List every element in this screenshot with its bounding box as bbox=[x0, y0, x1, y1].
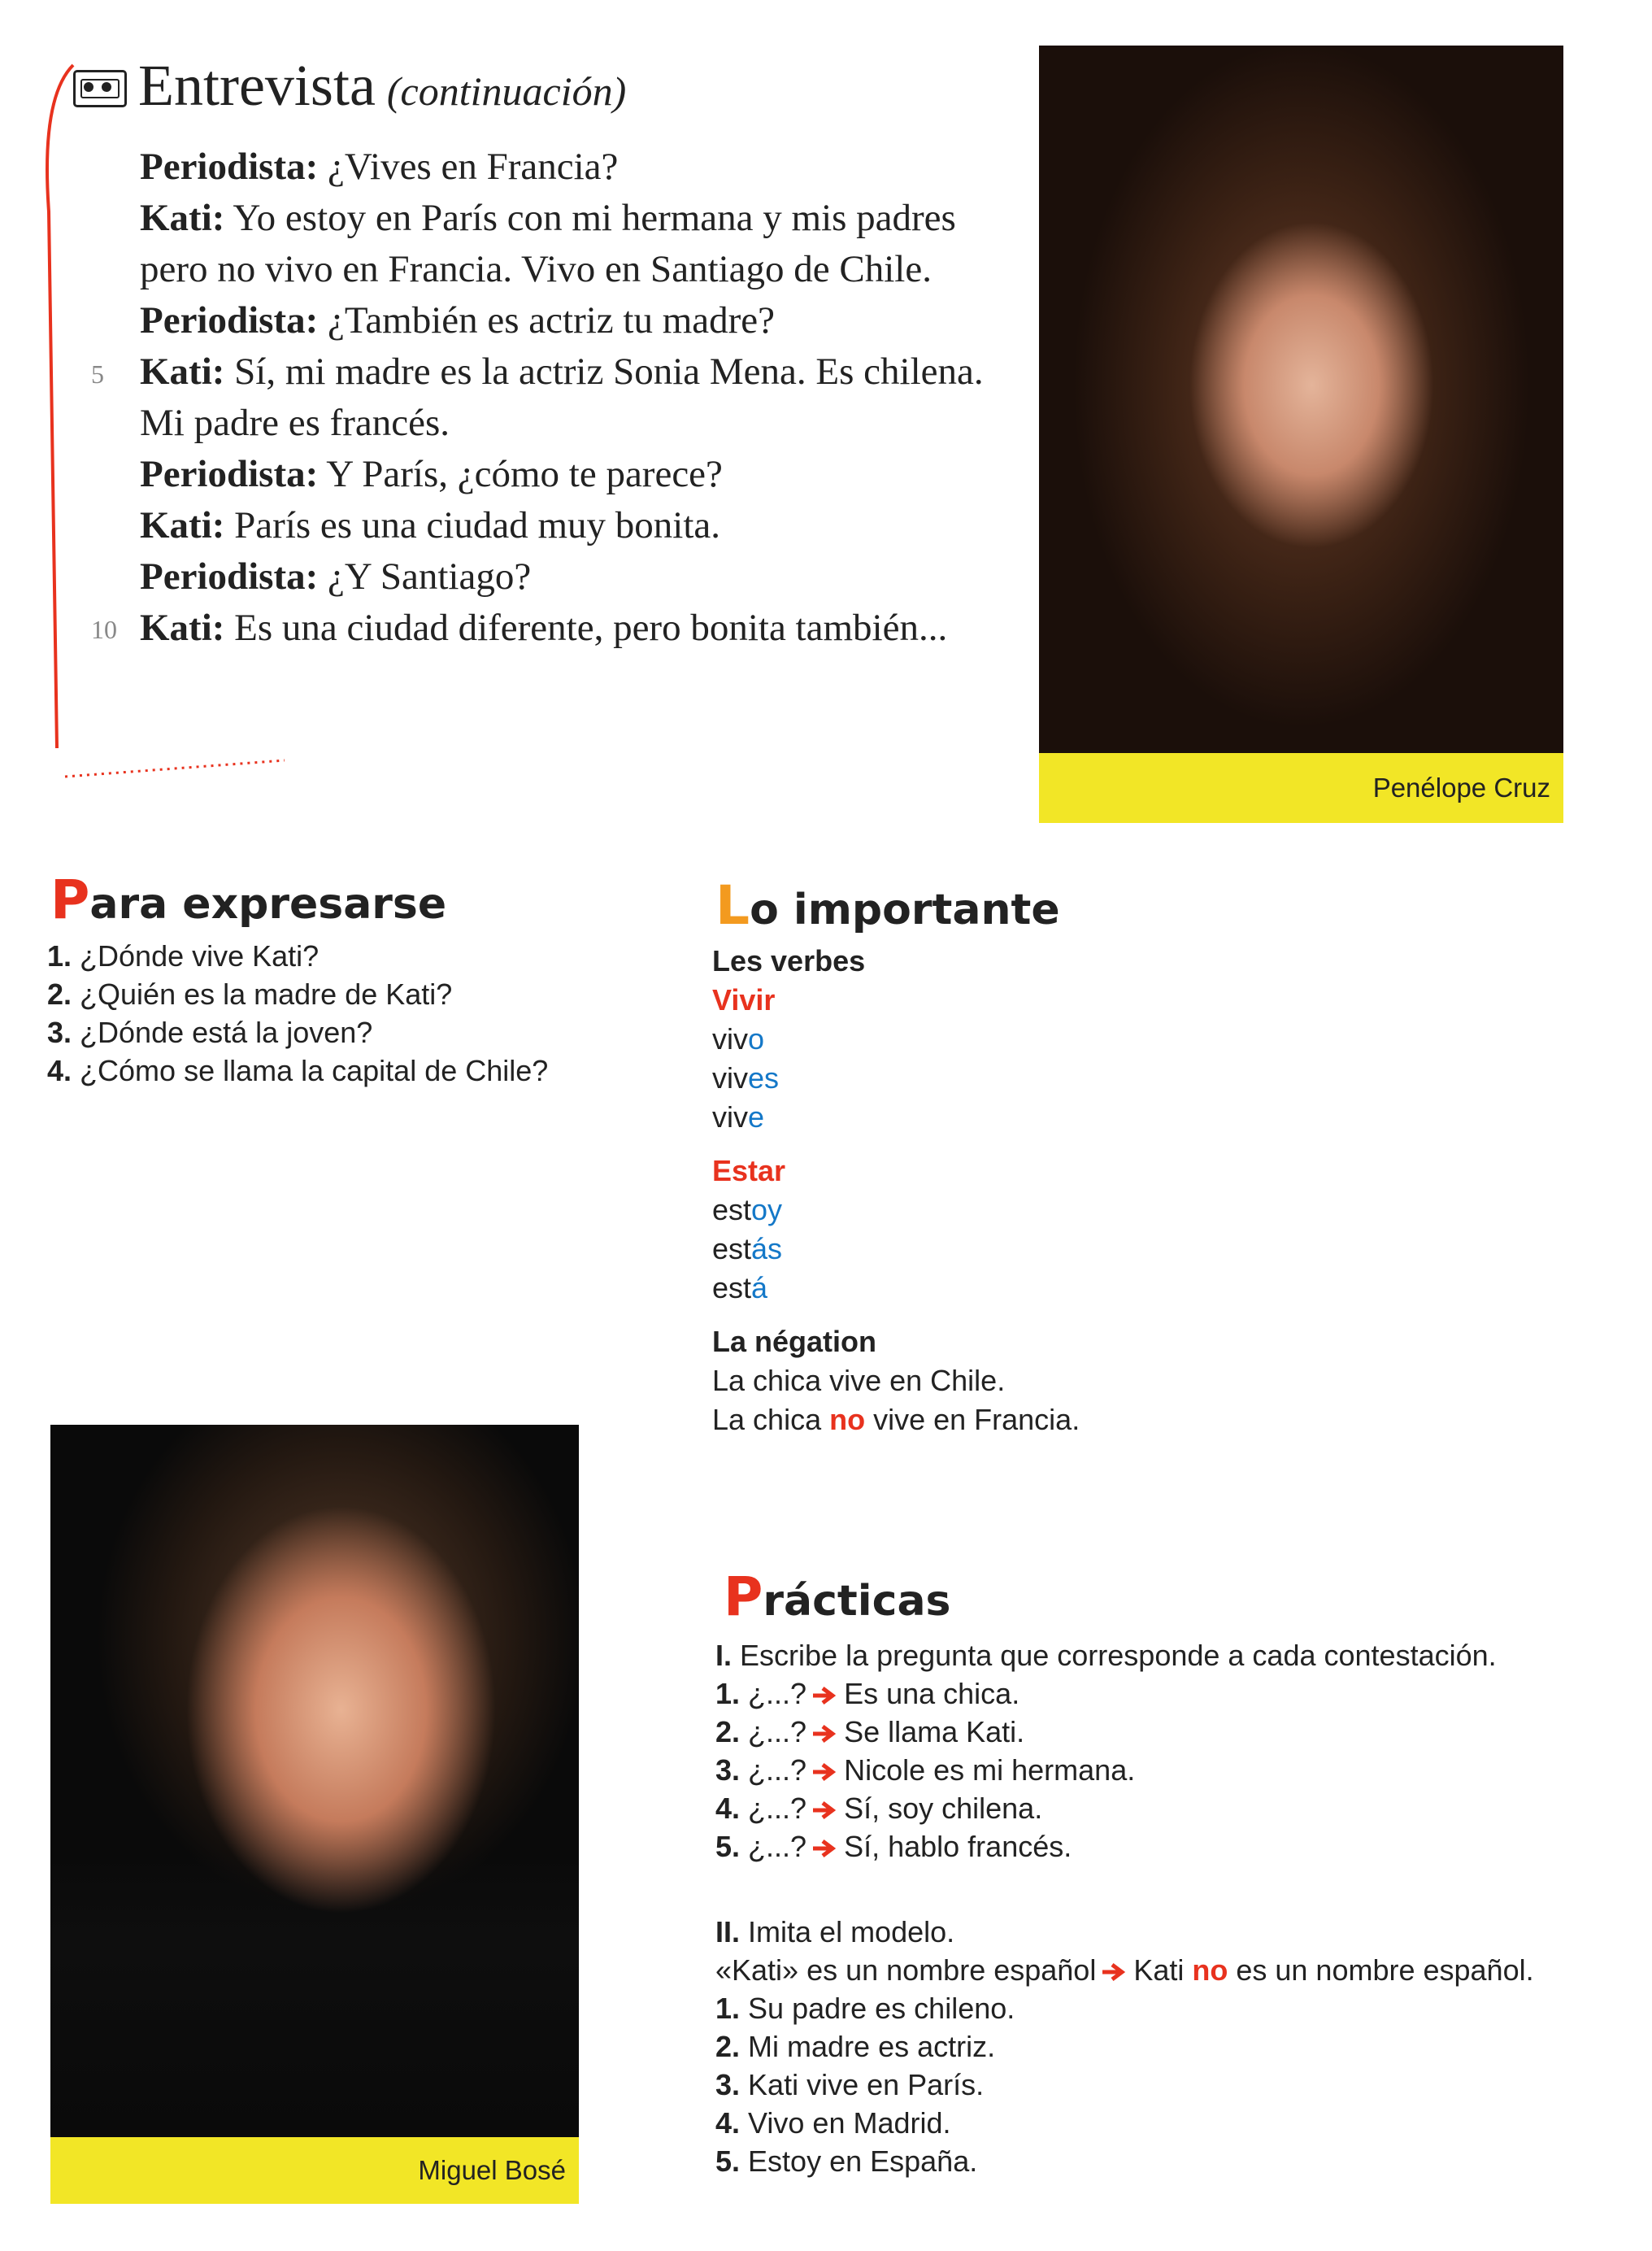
list-item: 5. ¿...? Sí, hablo francés. bbox=[715, 1830, 1072, 1863]
question-list bbox=[47, 937, 698, 1090]
section-title-para-expresarse: Para expresarse bbox=[50, 869, 447, 931]
dialogue-line: Periodista: ¿También es actriz tu madre? bbox=[140, 299, 776, 342]
list-item: 3. ¿Dónde está la joven? bbox=[47, 1016, 373, 1049]
arrow-right-icon bbox=[811, 1724, 839, 1744]
arrow-right-icon bbox=[811, 1839, 839, 1858]
exercise-part-2 bbox=[715, 1913, 1626, 2180]
verb-form: está bbox=[712, 1271, 768, 1304]
list-item: 1. ¿Dónde vive Kati? bbox=[47, 939, 320, 973]
dialogue-line: Kati: Es una ciudad diferente, pero bonita también... bbox=[140, 607, 948, 649]
verb-form: estoy bbox=[712, 1193, 783, 1226]
arrow-right-icon bbox=[811, 1762, 839, 1782]
list-item: 4. Vivo en Madrid. bbox=[715, 2106, 951, 2140]
dialogue-line: Periodista: ¿Y Santiago? bbox=[140, 555, 532, 598]
photo-miguel-bose bbox=[50, 1425, 579, 2204]
dialogue-line: Kati: París es una ciudad muy bonita. bbox=[140, 504, 720, 546]
verb-label-vivir: Vivir bbox=[712, 983, 776, 1017]
cassette-icon bbox=[73, 70, 127, 107]
arrow-right-icon bbox=[1101, 1962, 1128, 1982]
exercise-instruction: II. Imita el modelo. bbox=[715, 1915, 955, 1948]
exercise-instruction: I. Escribe la pregunta que corresponde a cada contestación. bbox=[715, 1639, 1497, 1672]
verb-form: vive bbox=[712, 1100, 765, 1134]
page-subtitle: (continuación) bbox=[386, 68, 627, 114]
dialogue bbox=[140, 142, 1026, 654]
section-title-lo-importante: Lo importante bbox=[715, 874, 1060, 937]
list-item: 3. ¿...? Nicole es mi hermana. bbox=[715, 1753, 1136, 1787]
dialogue-line: Kati: Sí, mi madre es la actriz Sonia Mena. Es chilena. Mi padre es francés. bbox=[140, 350, 984, 444]
negation-heading: La négation bbox=[712, 1325, 877, 1358]
verb-form: vives bbox=[712, 1061, 780, 1095]
list-item: 2. ¿...? Se llama Kati. bbox=[715, 1715, 1025, 1748]
list-item: 1. ¿...? Es una chica. bbox=[715, 1677, 1020, 1710]
arrow-right-icon bbox=[811, 1686, 839, 1705]
verb-form: vivo bbox=[712, 1022, 765, 1056]
grammar-box bbox=[712, 942, 1444, 1439]
portrait-image bbox=[1039, 46, 1563, 753]
list-item: 5. Estoy en España. bbox=[715, 2144, 978, 2178]
negation-example: La chica no vive en Francia. bbox=[712, 1403, 1080, 1436]
list-item: 4. ¿...? Sí, soy chilena. bbox=[715, 1792, 1043, 1825]
verbs-heading: Les verbes bbox=[712, 944, 866, 977]
list-item: 4. ¿Cómo se llama la capital de Chile? bbox=[47, 1054, 549, 1087]
verb-label-estar: Estar bbox=[712, 1154, 786, 1187]
page-title: Entrevista (continuación) bbox=[138, 53, 627, 118]
negation-example: La chica vive en Chile. bbox=[712, 1364, 1006, 1397]
list-item: 1. Su padre es chileno. bbox=[715, 1992, 1015, 2025]
exercise-part-1 bbox=[715, 1636, 1626, 1866]
line-number: 10 bbox=[91, 615, 117, 644]
portrait-image bbox=[50, 1425, 579, 2137]
photo-penelope-cruz bbox=[1039, 46, 1563, 823]
section-title-practicas: Prácticas bbox=[724, 1565, 951, 1628]
dialogue-line: Periodista: ¿Vives en Francia? bbox=[140, 146, 619, 188]
dialogue-line: Periodista: Y París, ¿cómo te parece? bbox=[140, 453, 723, 495]
list-item: 2. Mi madre es actriz. bbox=[715, 2030, 996, 2063]
arrow-right-icon bbox=[811, 1800, 839, 1820]
list-item: 3. Kati vive en París. bbox=[715, 2068, 985, 2101]
photo-caption: Miguel Bosé bbox=[50, 2137, 579, 2204]
verb-form: estás bbox=[712, 1232, 783, 1265]
photo-caption: Penélope Cruz bbox=[1039, 753, 1563, 823]
exercise-model: «Kati» es un nombre español Kati no es un nombre español. bbox=[715, 1953, 1534, 1987]
dialogue-line: Kati: Yo estoy en París con mi hermana y mis padres pero no vivo en Francia. Vivo en Santiago de Chile. bbox=[140, 197, 956, 290]
line-number: 5 bbox=[91, 359, 104, 389]
list-item: 2. ¿Quién es la madre de Kati? bbox=[47, 977, 453, 1011]
